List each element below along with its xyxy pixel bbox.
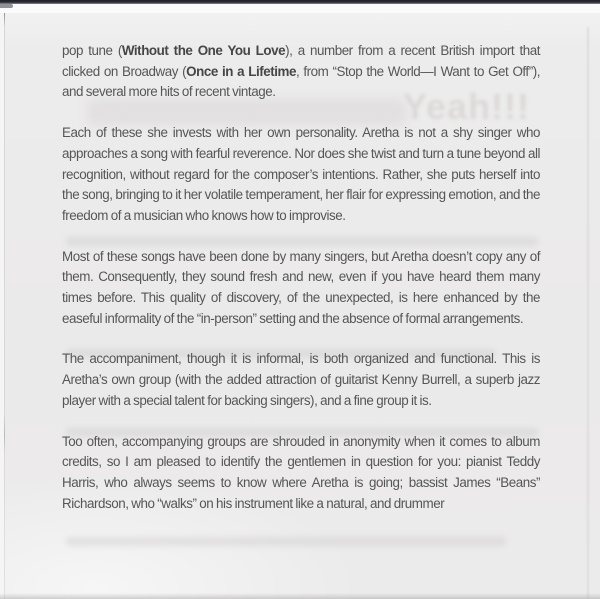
song-title-bold: Without the One You Love xyxy=(121,43,286,58)
text-run: Each of these she invests with her own personality. Aretha is not a shy singer who approaches a song with fearful reverence. Nor does she twist and turn a tune beyond all recognition, without regard for the composer’s intentions. Rather, she puts herself into the song, bringing to it her volatile temperament, her flair for expressing emotion, and the freedom of a musician who knows how to improvise. xyxy=(62,125,540,223)
page-crease xyxy=(587,27,589,599)
text-run: ), a number from a recent British import that clicked on Broadway ( xyxy=(62,43,541,79)
paragraph-band-credits xyxy=(62,432,540,515)
booklet-paper xyxy=(0,13,600,599)
scan-top-edge xyxy=(0,0,600,4)
paragraph-fresh-and-new xyxy=(62,247,540,330)
liner-notes-text xyxy=(62,41,540,534)
text-run: Most of these songs have been done by many singers, but Aretha doesn’t copy any of them. Consequently, they sound fresh and new, even if you have heard them many times before. This quality of discovery, of the unexpected, is here enhanced by the easeful informality of the “in-person” setting and the absence of formal arrangements. xyxy=(62,248,540,326)
scan-edge-artifact xyxy=(0,4,13,8)
scan-left-edge-line xyxy=(4,13,5,599)
paragraph-personality xyxy=(62,123,540,227)
text-run: Too often, accompanying groups are shrouded in anonymity when it comes to album credits, so I am pleased to identify the gentlemen in question for you: pianist Teddy Harris, who always seems to know where Aretha is going; bassist James “Beans” Richardson, who “walks” on his instrument like a natural, and drummer xyxy=(62,433,540,511)
text-run: , from “Stop the World—I Want to Get Off”), and several more hits of recent vintage. xyxy=(62,63,540,100)
paragraph-recent-hits xyxy=(62,41,540,103)
bleedthrough-title: Yeah!!! xyxy=(403,86,531,127)
song-title-bold: Once in a Lifetime xyxy=(186,63,296,79)
text-run: pop tune ( xyxy=(62,43,122,58)
text-run: The accompaniment, though it is informal, is both organized and functional. This is Aretha’s own group (with the added attraction of guitarist Kenny Burrell, a superb jazz player with a special talent for backing singers), and a fine group it is. xyxy=(62,351,540,408)
scan-bottom-shadow xyxy=(0,593,600,599)
paragraph-accompaniment xyxy=(62,349,540,411)
bleedthrough-line xyxy=(66,537,506,546)
